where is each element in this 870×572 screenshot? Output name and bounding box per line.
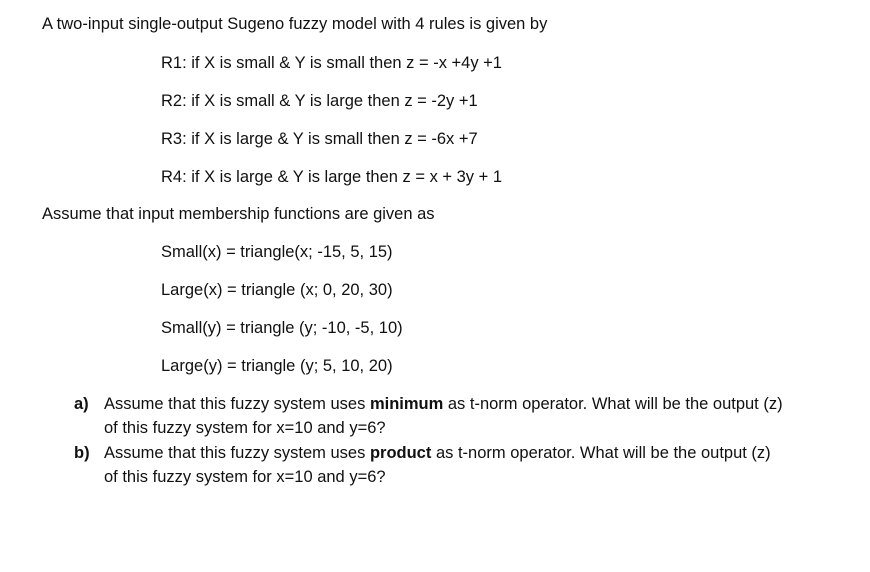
membership-large-x: Large(x) = triangle (x; 0, 20, 30) bbox=[161, 281, 393, 299]
question-a-after: as t-norm operator. What will be the output (z) bbox=[443, 395, 783, 413]
question-a-label: a) bbox=[74, 395, 89, 413]
membership-small-y: Small(y) = triangle (y; -10, -5, 10) bbox=[161, 319, 403, 337]
membership-small-x: Small(x) = triangle(x; -15, 5, 15) bbox=[161, 243, 393, 261]
intro-text: A two-input single-output Sugeno fuzzy model with 4 rules is given by bbox=[42, 15, 548, 33]
membership-large-y: Large(y) = triangle (y; 5, 10, 20) bbox=[161, 357, 393, 375]
question-a-bold: minimum bbox=[369, 395, 444, 413]
question-a-line2: of this fuzzy system for x=10 and y=6? bbox=[104, 419, 386, 437]
question-b-line2: of this fuzzy system for x=10 and y=6? bbox=[104, 468, 386, 486]
question-b-bold: product bbox=[369, 444, 432, 462]
rule-2: R2: if X is small & Y is large then z = -2y +1 bbox=[161, 92, 478, 110]
rule-3: R3: if X is large & Y is small then z = -6x +7 bbox=[161, 130, 478, 148]
question-a-text bbox=[104, 392, 824, 440]
assume-text: Assume that input membership functions are given as bbox=[42, 205, 435, 223]
rule-4: R4: if X is large & Y is large then z = x + 3y + 1 bbox=[161, 168, 503, 186]
question-b-text bbox=[104, 441, 824, 489]
question-b-label: b) bbox=[74, 444, 90, 462]
rule-1: R1: if X is small & Y is small then z = -x +4y +1 bbox=[161, 54, 502, 72]
question-b-after: as t-norm operator. What will be the output (z) bbox=[431, 444, 771, 462]
question-a-before: Assume that this fuzzy system uses bbox=[104, 395, 370, 413]
question-b-before: Assume that this fuzzy system uses bbox=[104, 444, 370, 462]
